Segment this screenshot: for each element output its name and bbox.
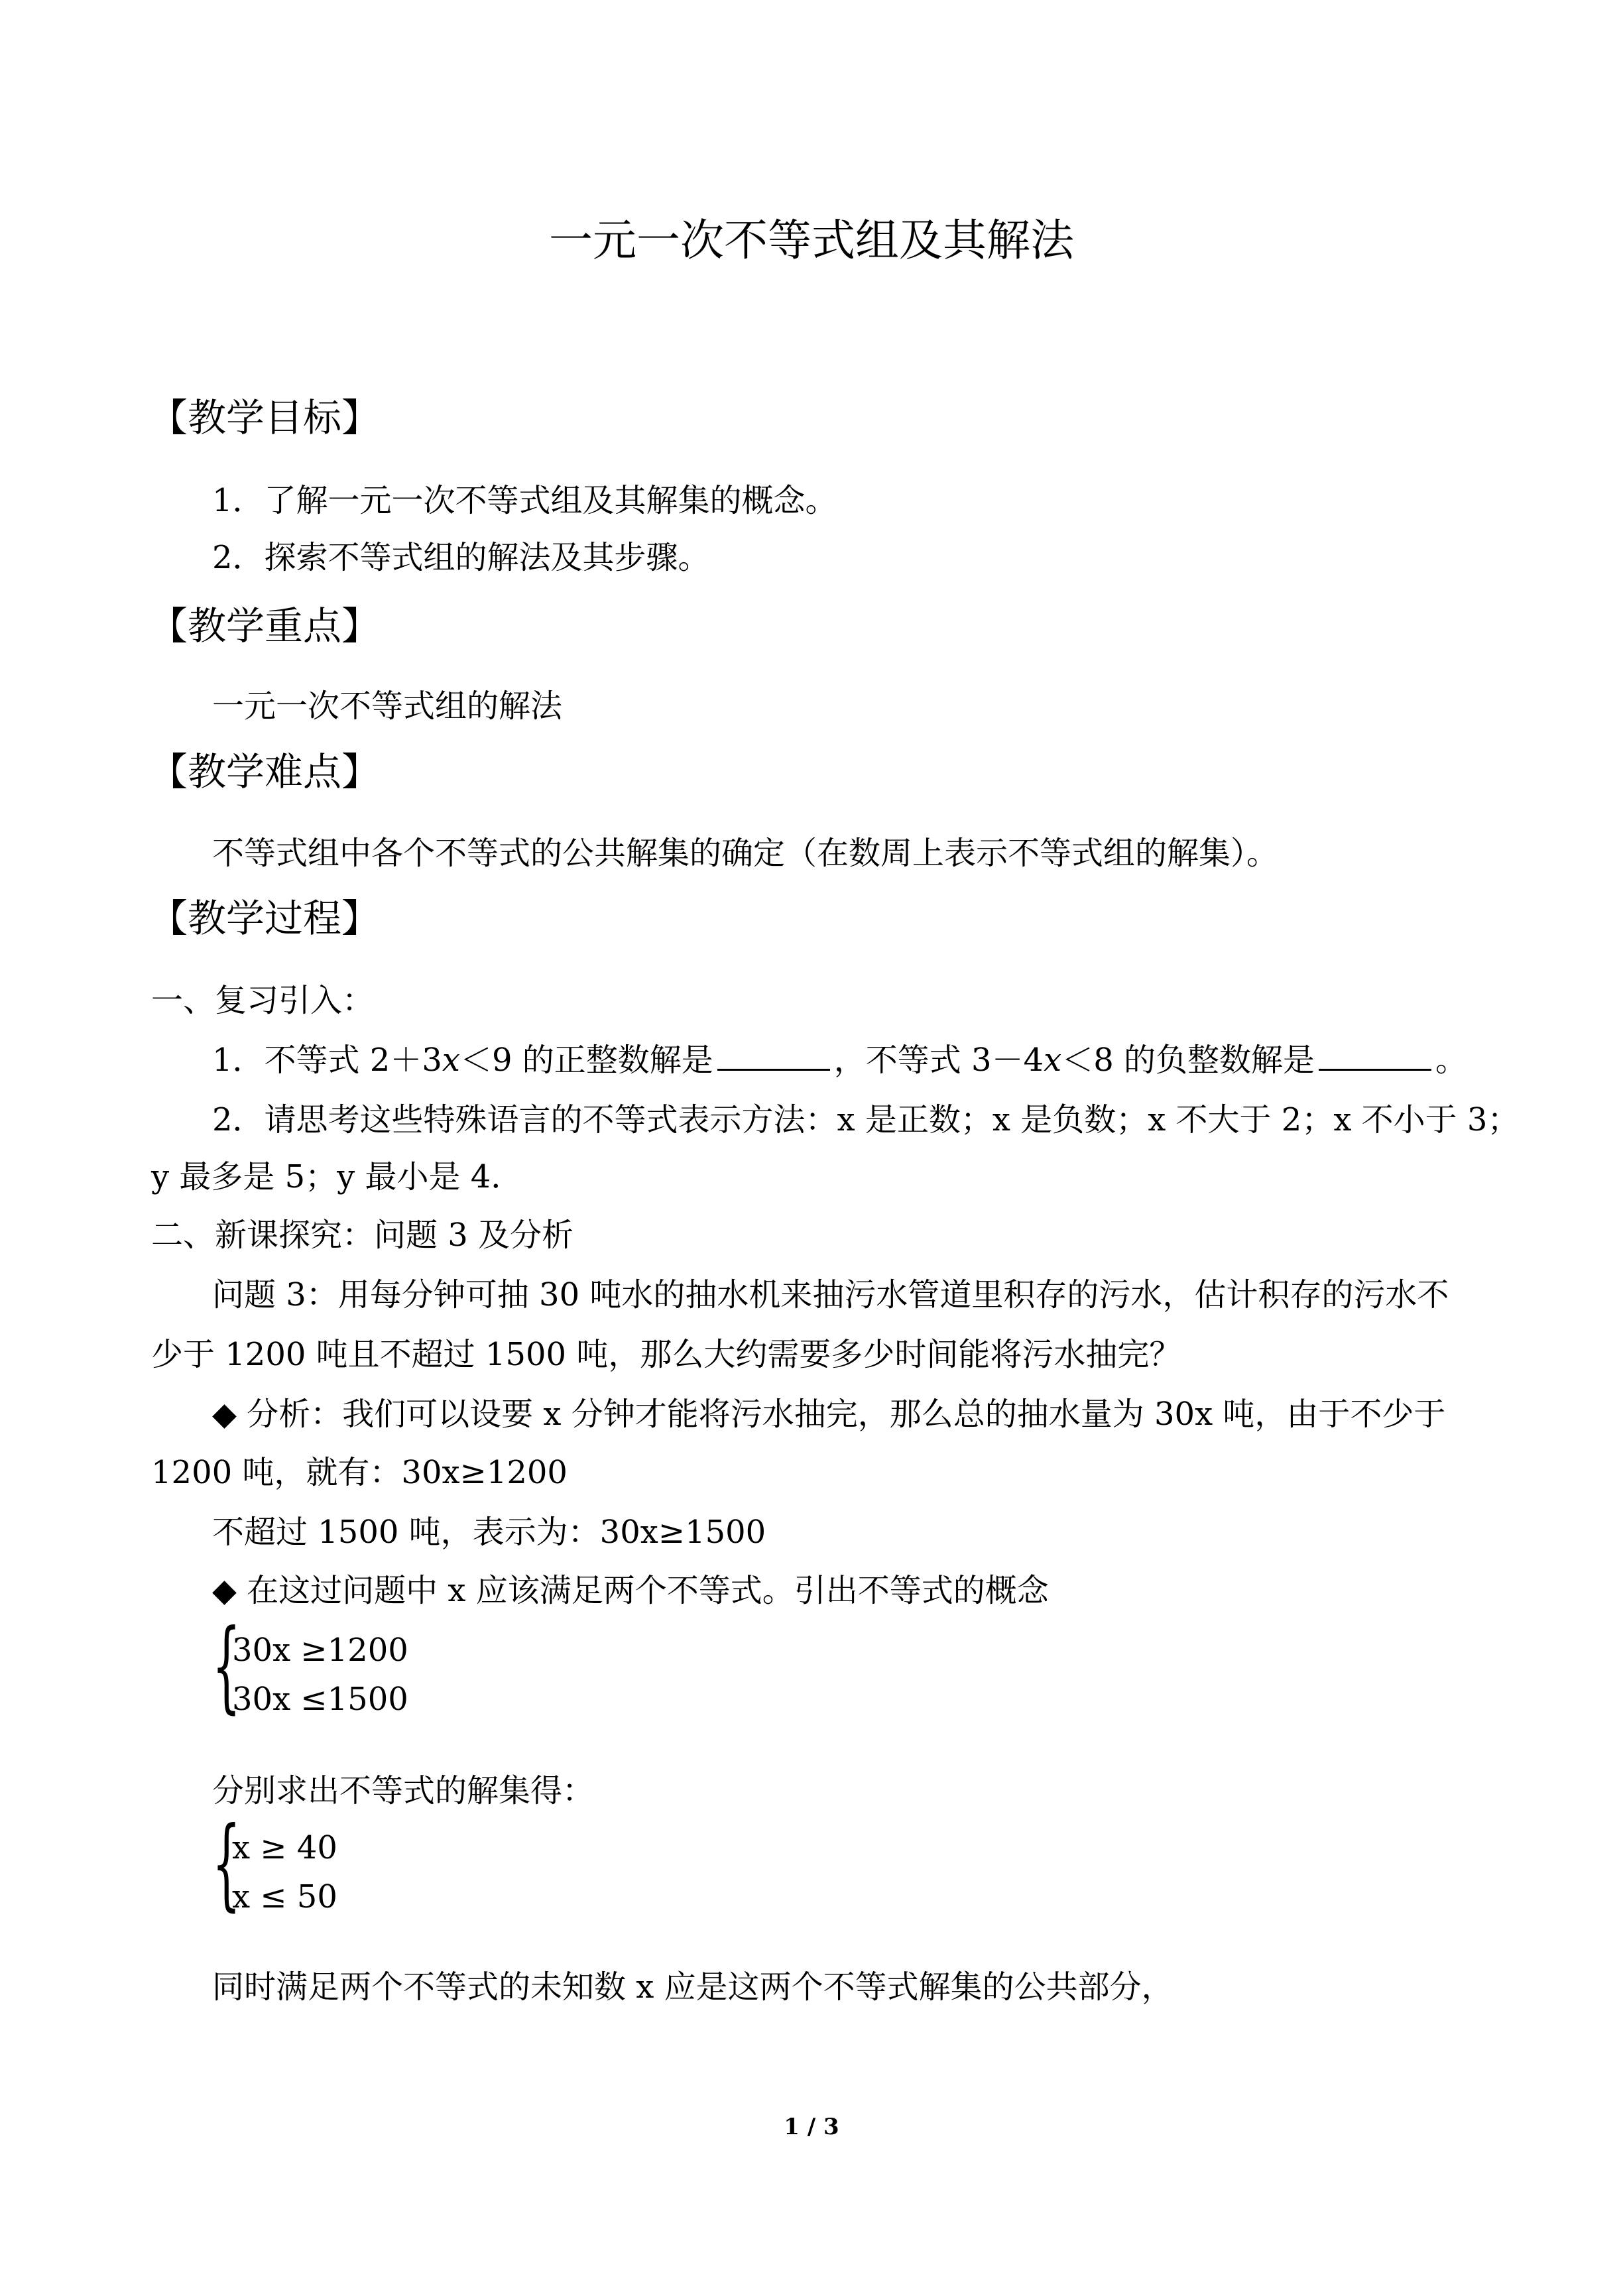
q1-text-e: 。 — [1435, 1042, 1468, 1079]
problem-line-2: 少于 1200 吨且不超过 1500 吨，那么大约需要多少时间能将污水抽完？ — [151, 1336, 1181, 1373]
review-heading: 一、复习引入： — [151, 982, 375, 1019]
objective-item-1: 1．了解一元一次不等式组及其解集的概念。 — [212, 482, 837, 519]
system2-line1: x ≥ 40 — [232, 1829, 337, 1866]
analysis-line-3: 不超过 1500 吨，表示为：30x≥1500 — [212, 1514, 766, 1551]
section-heading-key-points: 【教学重点】 — [149, 603, 381, 648]
explore-heading: 二、新课探究：问题 3 及分析 — [151, 1217, 574, 1254]
key-point-text: 一元一次不等式组的解法 — [212, 688, 563, 725]
system2-line2: x ≤ 50 — [232, 1878, 337, 1915]
system-brace-1: { — [212, 1608, 241, 1724]
difficulty-text: 不等式组中各个不等式的公共解集的确定（在数周上表示不等式组的解集）。 — [212, 835, 1279, 872]
q1-text-a: 1．不等式 2＋3 — [212, 1042, 442, 1079]
page-title: 一元一次不等式组及其解法 — [549, 215, 1074, 266]
q1-text-d: ＜8 的负整数解是 — [1061, 1042, 1315, 1079]
problem-line-1: 问题 3：用每分钟可抽 30 吨水的抽水机来抽污水管道里积存的污水，估计积存的污水不 — [212, 1276, 1449, 1313]
answer-blank-2[interactable] — [1319, 1040, 1431, 1071]
system-brace-2: { — [212, 1806, 241, 1921]
conclusion-text: 同时满足两个不等式的未知数 x 应是这两个不等式解集的公共部分， — [212, 1968, 1173, 2006]
review-question-2-line2: y 最多是 5；y 最小是 4． — [151, 1158, 523, 1195]
analysis-line-2: 1200 吨，就有：30x≥1200 — [151, 1454, 568, 1491]
analysis-line-1: ◆ 分析：我们可以设要 x 分钟才能将污水抽完，那么总的抽水量为 30x 吨，由于不少于 — [212, 1396, 1446, 1433]
answer-blank-1[interactable] — [717, 1040, 830, 1071]
solve-text: 分别求出不等式的解集得： — [212, 1772, 595, 1809]
review-question-1 — [212, 1038, 1467, 1082]
q1-variable-x: x — [442, 1042, 460, 1079]
system1-line1: 30x ≥1200 — [232, 1632, 408, 1669]
q1-variable-x-2: x — [1044, 1042, 1062, 1079]
system1-line2: 30x ≤1500 — [232, 1681, 408, 1718]
section-heading-objectives: 【教学目标】 — [149, 395, 381, 440]
review-question-2-line1: 2．请思考这些特殊语言的不等式表示方法：x 是正数；x 是负数；x 不大于 2；x 不小于 3； — [212, 1101, 1520, 1138]
section-heading-difficulties: 【教学难点】 — [149, 749, 381, 794]
q1-text-b: ＜9 的正整数解是 — [459, 1042, 713, 1079]
q1-text-c: ，不等式 3－4 — [833, 1042, 1044, 1079]
concept-note: ◆ 在这过问题中 x 应该满足两个不等式。引出不等式的概念 — [212, 1572, 1049, 1609]
objective-item-2: 2．探索不等式组的解法及其步骤。 — [212, 539, 710, 576]
page-number: 1 / 3 — [784, 2114, 839, 2140]
section-heading-process: 【教学过程】 — [149, 896, 381, 941]
